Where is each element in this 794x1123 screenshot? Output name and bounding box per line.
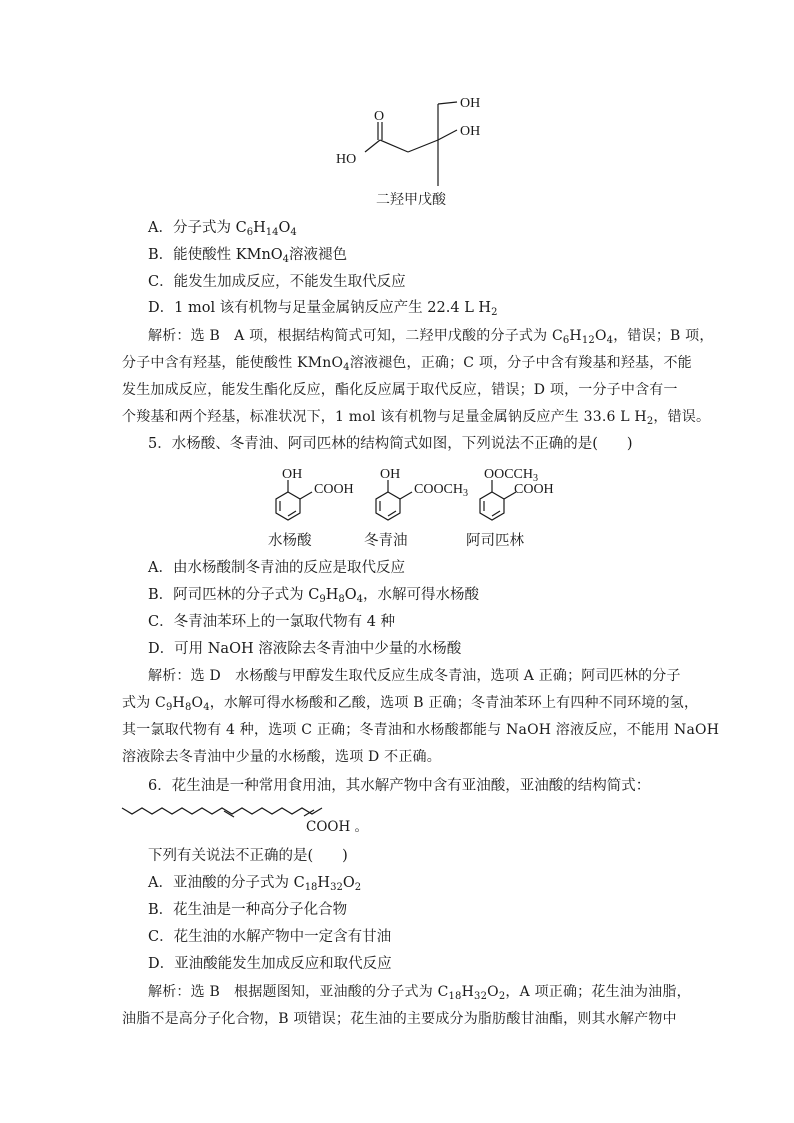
q5-stem: 5．水杨酸、冬青油、阿司匹林的结构简式如图，下列说法不正确的是( ) — [148, 436, 633, 452]
q5-option-d: D．可用 NaOH 溶液除去冬青油中少量的水杨酸 — [148, 641, 462, 657]
q6-option-c: C．花生油的水解产物中一定含有甘油 — [148, 929, 392, 945]
q5-option-b: B．阿司匹林的分子式为 $C_9H_8O_4$，水解可得水杨酸 — [148, 587, 480, 605]
q6-question: 下列有关说法不正确的是( ) — [148, 848, 348, 864]
mol1-name: 水杨酸 — [268, 533, 312, 549]
q5-analysis-line-3: 其一氯取代物有 4 种，选项 C 正确；冬青油和水杨酸都能与 NaOH 溶液反应，不能用 NaOH — [122, 722, 720, 738]
mol2-cooch3: $COOCH_3$ — [414, 482, 469, 499]
q4-option-c: C．能发生加成反应，不能发生取代反应 — [148, 274, 406, 290]
q6-option-a: A．亚油酸的分子式为 $C_{18}H_{32}O_2$ — [148, 875, 362, 893]
q5-option-c: C．冬青油苯环上的一氯取代物有 4 种 — [148, 614, 396, 630]
q5-option-a: A．由水杨酸制冬青油的反应是取代反应 — [148, 560, 405, 576]
structure-caption: 二羟甲戊酸 — [376, 192, 446, 208]
mol3-name: 阿司匹林 — [466, 533, 524, 549]
q4-option-d: D．1 mol 该有机物与足量金属钠反应产生 22.4 L $H_2$ — [148, 300, 498, 318]
q6-analysis-line-2: 油脂不是高分子化合物，B 项错误；花生油的主要成分为脂肪酸甘油酯，则其水解产物中 — [122, 1011, 677, 1027]
q4-analysis-line-3: 发生加成反应，能发生酯化反应，酯化反应属于取代反应，错误；D 项，一分子中含有一 — [122, 382, 678, 398]
q5-analysis-line-1: 解析：选 D 水杨酸与甲醇发生取代反应生成冬青油，选项 A 正确；阿司匹林的分子 — [148, 668, 681, 684]
q6-analysis-line-1: 解析：选 B 根据题图知，亚油酸的分子式为 $C_{18}H_{32}O_2$，A 项正确；花生油为油脂， — [148, 984, 691, 1002]
q4-analysis-line-2: 分子中含有羟基，能使酸性 KMnO$_4$溶液褪色，正确；C 项，分子中含有羧基和羟基，不能 — [122, 355, 692, 373]
q5-analysis-line-4: 溶液除去冬青油中少量的水杨酸，选项 D 不正确。 — [122, 749, 441, 765]
mol3-cooh: COOH — [514, 482, 554, 497]
q4-option-b: B．能使酸性 KMnO$_4$溶液褪色 — [148, 247, 348, 265]
label-oh-top: OH — [460, 96, 481, 111]
q5-analysis-line-2: 式为 $C_9H_8O_4$，水解可得水杨酸和乙酸，选项 B 正确；冬青油苯环上有四种不同环境的氢， — [122, 695, 699, 713]
mol1-oh: OH — [282, 467, 303, 482]
label-oh-mid: OH — [460, 124, 481, 139]
mol2-name: 冬青油 — [364, 533, 408, 549]
mol1-cooh: COOH — [314, 482, 354, 497]
chain-cooh-label: COOH 。 — [306, 819, 369, 835]
q4-analysis-line-4: 个羧基和两个羟基，标准状况下，1 mol 该有机物与足量金属钠反应产生 33.6 L $H_2$，错误。 — [122, 409, 711, 427]
q6-stem: 6．花生油是一种常用食用油，其水解产物中含有亚油酸，亚油酸的结构简式： — [148, 778, 651, 794]
q6-option-b: B．花生油是一种高分子化合物 — [148, 902, 348, 918]
mol3-ooccch3: $OOCCH_3$ — [484, 467, 539, 484]
label-o: O — [374, 109, 385, 124]
q4-option-a: A．分子式为 $C_6H_{14}O_4$ — [148, 220, 297, 238]
q6-option-d: D．亚油酸能发生加成反应和取代反应 — [148, 956, 392, 972]
q4-analysis-line-1: 解析：选 B A 项，根据结构简式可知，二羟甲戊酸的分子式为 $C_6H_{12}O_4$，错误；B 项， — [148, 328, 714, 346]
mol2-oh: OH — [380, 467, 401, 482]
label-ho: HO — [336, 152, 357, 167]
